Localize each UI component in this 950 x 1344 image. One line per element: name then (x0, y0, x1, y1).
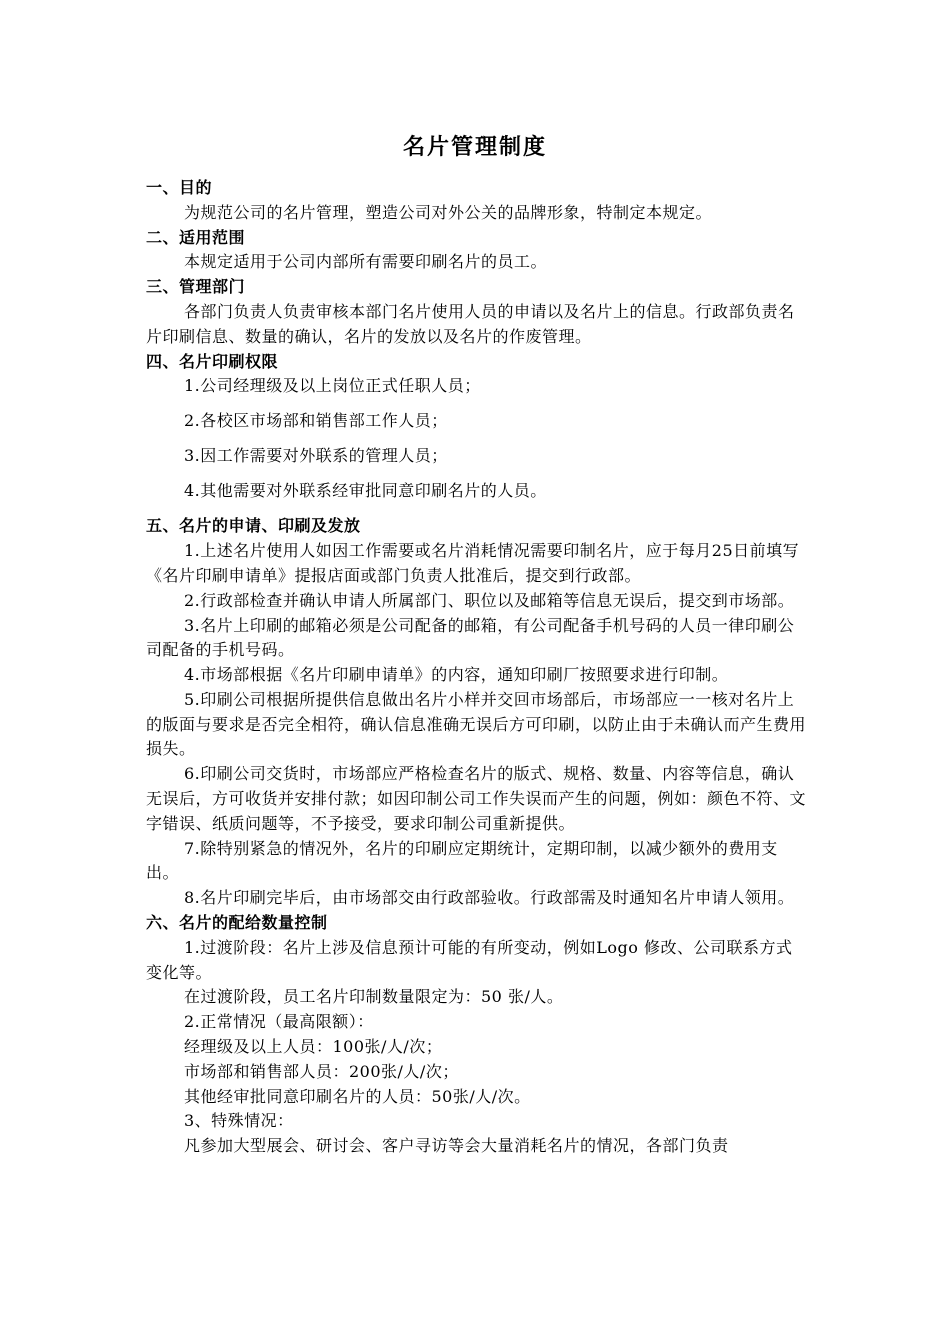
application-item-3: 3.名片上印刷的邮箱必须是公司配备的邮箱，有公司配备手机号码的人员一律印刷公司配备的手机号码。 (146, 615, 795, 660)
document-body (146, 176, 806, 1159)
quota-special-heading: 3、特殊情况： (184, 1111, 294, 1131)
quota-transition: 1.过渡阶段：名片上涉及信息预计可能的有所变动，例如Logo 修改、公司联系方式变化等。 (146, 937, 793, 982)
section-heading-quota: 六、名片的配给数量控制 (146, 913, 328, 933)
quota-other: 其他经审批同意印刷名片的人员：50张/人/次。 (184, 1086, 531, 1106)
permission-item-3: 3.因工作需要对外联系的管理人员； (184, 446, 448, 466)
application-item-7: 7.除特别紧急的情况外，名片的印刷应定期统计，定期印制，以减少额外的费用支出。 (146, 838, 778, 883)
application-item-6: 6.印刷公司交货时，市场部应严格检查名片的版式、规格、数量、内容等信息，确认无误后，方可收货并安排付款；如因印制公司工作失误而产生的问题，例如：颜色不符、文字错误、纸质问题等，不予接受，要求印制公司重新提供。 (146, 764, 807, 833)
paragraph-scope: 本规定适用于公司内部所有需要印刷名片的员工。 (184, 252, 548, 272)
section-heading-department: 三、管理部门 (146, 277, 246, 297)
section-heading-purpose: 一、目的 (146, 178, 213, 197)
permission-item-1: 1.公司经理级及以上岗位正式任职人员； (184, 376, 481, 396)
application-item-8: 8.名片印刷完毕后，由市场部交由行政部验收。行政部需及时通知名片申请人领用。 (184, 888, 795, 908)
quota-market-sales: 市场部和销售部人员：200张/人/次； (184, 1061, 459, 1081)
paragraph-department: 各部门负责人负责审核本部门名片使用人员的申请以及名片上的信息。行政部负责名片印刷信息、数量的确认，名片的发放以及名片的作废管理。 (146, 301, 795, 346)
application-item-2: 2.行政部检查并确认申请人所属部门、职位以及邮箱等信息无误后，提交到市场部。 (184, 590, 795, 610)
section-heading-scope: 二、适用范围 (146, 227, 246, 247)
permission-item-2: 2.各校区市场部和销售部工作人员； (184, 411, 448, 431)
quota-transition-limit: 在过渡阶段，员工名片印制数量限定为：50 张/人。 (184, 987, 564, 1007)
page-title: 名片管理制度 (402, 135, 547, 160)
quota-manager: 经理级及以上人员：100张/人/次； (184, 1037, 443, 1057)
application-item-1: 1.上述名片使用人如因工作需要或名片消耗情况需要印制名片，应于每月25日前填写《名片印刷申请单》提报店面或部门负责人批准后，提交到行政部。 (146, 541, 800, 585)
section-heading-permission: 四、名片印刷权限 (146, 351, 279, 371)
paragraph-purpose: 为规范公司的名片管理，塑造公司对外公关的品牌形象，特制定本规定。 (184, 202, 713, 222)
quota-special-text: 凡参加大型展会、研讨会、客户寻访等会大量消耗名片的情况，各部门负责 (184, 1136, 729, 1156)
application-item-4: 4.市场部根据《名片印刷申请单》的内容，通知印刷厂按照要求进行印制。 (184, 665, 729, 685)
quota-normal-heading: 2.正常情况（最高限额）： (184, 1012, 374, 1032)
section-heading-application: 五、名片的申请、印刷及发放 (146, 516, 361, 536)
permission-item-4: 4.其他需要对外联系经审批同意印刷名片的人员。 (184, 481, 547, 501)
application-item-5: 5.印刷公司根据所提供信息做出名片小样并交回市场部后，市场部应一一核对名片上的版面与要求是否完全相符，确认信息准确无误后方可印刷，以防止由于未确认而产生费用损失。 (146, 689, 807, 759)
